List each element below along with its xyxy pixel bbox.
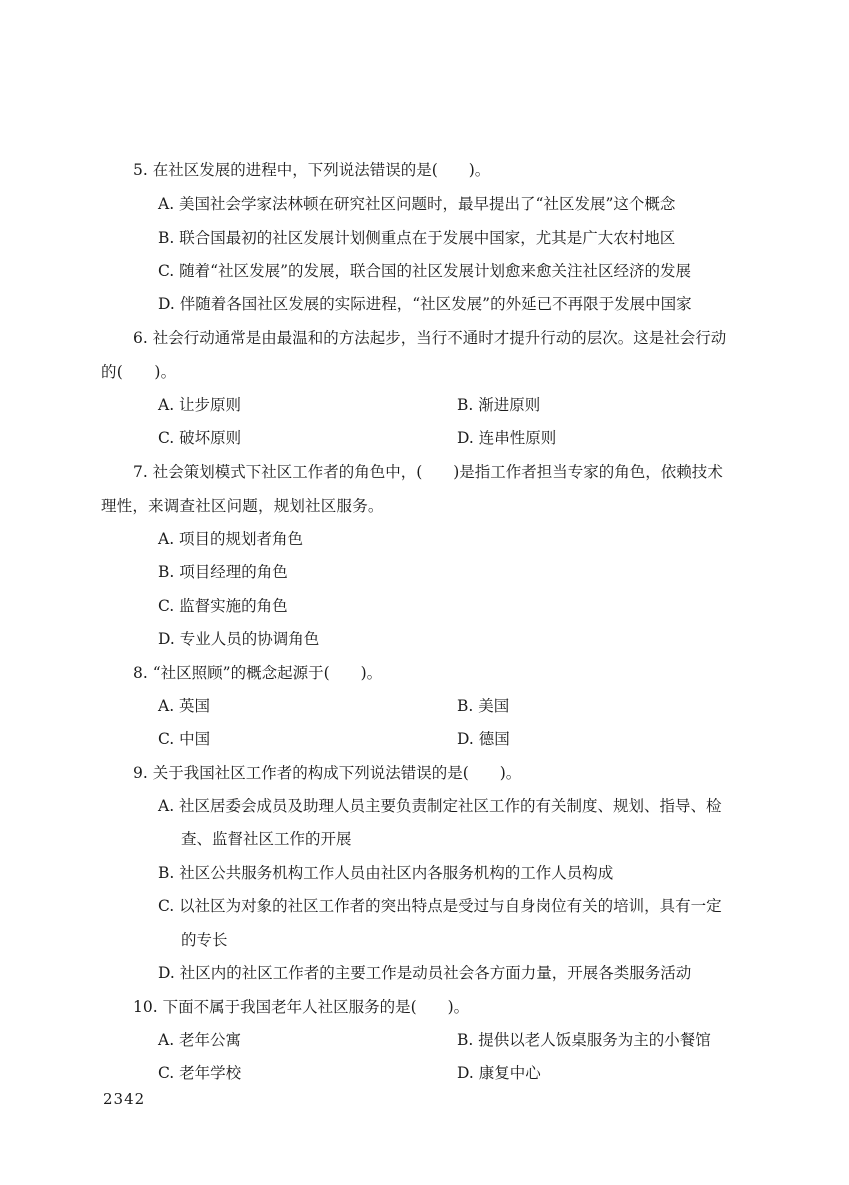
question-10-option-d: D. 康复中心 — [457, 1064, 541, 1082]
question-5-stem: 5. 在社区发展的进程中，下列说法错误的是( )。 — [133, 161, 491, 179]
question-8-option-c: C. 中国 — [158, 730, 211, 748]
question-8-option-b: B. 美国 — [457, 697, 510, 715]
question-7-stem: 7. 社会策划模式下社区工作者的角色中，( )是指工作者担当专家的角色，依赖技术 — [133, 463, 723, 481]
question-9-option-c-continuation: 的专长 — [181, 931, 228, 949]
question-7-stem-continuation: 理性，来调查社区问题，规划社区服务。 — [101, 497, 384, 515]
question-5-option-c: C. 随着“社区发展”的发展，联合国的社区发展计划愈来愈关注社区经济的发展 — [158, 262, 692, 280]
question-10-option-b: B. 提供以老人饭桌服务为主的小餐馆 — [457, 1031, 711, 1049]
question-5-option-a: A. 美国社会学家法林顿在研究社区问题时，最早提出了“社区发展”这个概念 — [158, 195, 676, 213]
question-6-option-d: D. 连串性原则 — [457, 429, 557, 447]
question-5-option-b: B. 联合国最初的社区发展计划侧重点在于发展中国家，尤其是广大农村地区 — [158, 229, 676, 247]
question-9-option-a: A. 社区居委会成员及助理人员主要负责制定社区工作的有关制度、规划、指导、检 — [158, 797, 722, 815]
question-8-stem: 8. “社区照顾”的概念起源于( )。 — [133, 664, 383, 682]
question-6-option-c: C. 破坏原则 — [158, 429, 242, 447]
question-9-option-a-continuation: 查、监督社区工作的开展 — [181, 830, 352, 848]
question-7-option-b: B. 项目经理的角色 — [158, 563, 288, 581]
question-7-option-a: A. 项目的规划者角色 — [158, 530, 304, 548]
question-6-option-b: B. 渐进原则 — [457, 396, 541, 414]
question-7-option-c: C. 监督实施的角色 — [158, 597, 288, 615]
question-5-option-d: D. 伴随着各国社区发展的实际进程，“社区发展”的外延已不再限于发展中国家 — [158, 295, 692, 313]
question-6-option-a: A. 让步原则 — [158, 396, 242, 414]
question-8-option-d: D. 德国 — [457, 730, 510, 748]
question-6-stem: 6. 社会行动通常是由最温和的方法起步，当行不通时才提升行动的层次。这是社会行动 — [133, 329, 727, 347]
page-number: 2342 — [103, 1090, 146, 1108]
question-10-stem: 10. 下面不属于我国老年人社区服务的是( )。 — [133, 998, 470, 1016]
question-6-stem-continuation: 的( )。 — [101, 363, 177, 381]
question-9-option-c: C. 以社区为对象的社区工作者的突出特点是受过与自身岗位有关的培训，具有一定 — [158, 897, 722, 915]
question-10-option-c: C. 老年学校 — [158, 1064, 242, 1082]
question-9-option-b: B. 社区公共服务机构工作人员由社区内各服务机构的工作人员构成 — [158, 864, 614, 882]
question-9-stem: 9. 关于我国社区工作者的构成下列说法错误的是( )。 — [133, 764, 522, 782]
question-7-option-d: D. 专业人员的协调角色 — [158, 630, 320, 648]
question-10-option-a: A. 老年公寓 — [158, 1031, 242, 1049]
question-8-option-a: A. 英国 — [158, 697, 211, 715]
question-9-option-d: D. 社区内的社区工作者的主要工作是动员社会各方面力量，开展各类服务活动 — [158, 964, 692, 982]
